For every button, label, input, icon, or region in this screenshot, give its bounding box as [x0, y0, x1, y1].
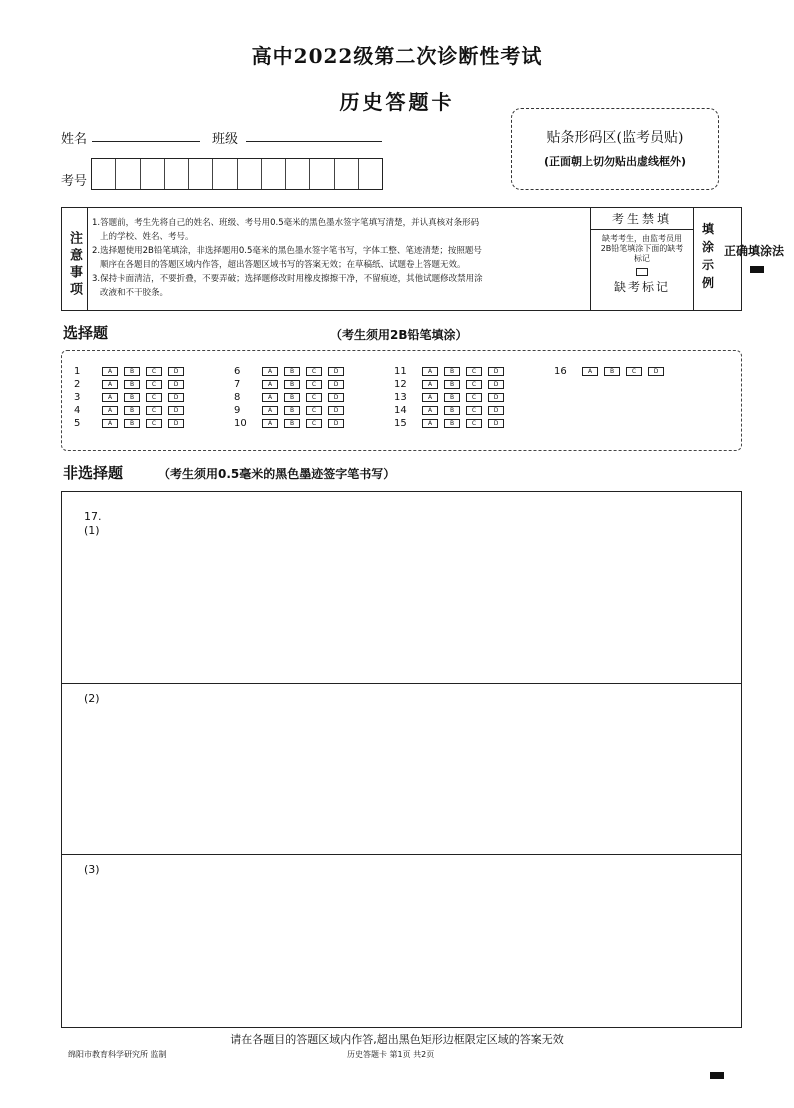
footer-page-info: 历史答题卡 第1页 共2页 — [347, 1050, 435, 1059]
option-bubble[interactable]: B — [124, 380, 140, 389]
option-bubble[interactable]: B — [284, 380, 300, 389]
class-field[interactable] — [246, 126, 382, 142]
option-bubble[interactable]: C — [306, 393, 322, 402]
choice-question — [234, 417, 350, 429]
option-bubble[interactable]: C — [146, 367, 162, 376]
notice-item: 改液和不干胶条。 — [100, 288, 169, 298]
option-bubble[interactable]: A — [422, 393, 438, 402]
forbidden-zone — [590, 208, 694, 310]
class-label: 班级 — [212, 132, 239, 147]
option-bubble[interactable]: B — [124, 406, 140, 415]
exam-id-boxes[interactable] — [91, 158, 383, 190]
notice-item: 2.选择题使用2B铅笔填涂，非选择题用0.5毫米的黑色墨水签字笔书写，字体工整、笔迹清楚；按照题号 — [92, 246, 482, 256]
choice-question — [74, 378, 190, 390]
question-number: 12 — [394, 378, 407, 390]
fill-example-title: 填涂示例 — [701, 222, 714, 290]
option-bubble[interactable]: C — [626, 367, 642, 376]
option-bubble[interactable]: D — [168, 393, 184, 402]
option-bubble[interactable]: C — [306, 380, 322, 389]
choice-question — [234, 404, 350, 416]
forbidden-title: 考生禁填 — [591, 208, 693, 230]
option-bubble[interactable]: A — [262, 367, 278, 376]
option-bubble[interactable]: B — [124, 393, 140, 402]
option-bubble[interactable]: D — [168, 367, 184, 376]
choice-question — [554, 365, 670, 377]
notice-item: 上的学校、姓名、考号。 — [100, 232, 194, 242]
barcode-note: (正面朝上切勿贴出虚线框外) — [543, 155, 687, 168]
question-number: 14 — [394, 404, 407, 416]
option-bubble[interactable]: A — [102, 393, 118, 402]
open-section-title: 非选择题 — [63, 464, 124, 482]
id-label: 考号 — [61, 174, 88, 189]
option-bubble[interactable]: D — [168, 406, 184, 415]
option-bubble[interactable]: C — [466, 380, 482, 389]
option-bubble[interactable]: A — [102, 406, 118, 415]
option-bubble[interactable]: D — [328, 367, 344, 376]
notice-heading: 注意事项 — [62, 208, 88, 310]
question-number: 15 — [394, 417, 407, 429]
choice-question — [234, 391, 350, 403]
option-bubble[interactable]: D — [328, 406, 344, 415]
question-number: 6 — [234, 365, 241, 377]
choice-question — [74, 391, 190, 403]
option-bubble[interactable]: C — [466, 367, 482, 376]
option-bubble[interactable]: C — [146, 406, 162, 415]
absent-label: 缺考标记 — [613, 280, 670, 294]
question-number: 16 — [554, 365, 567, 377]
option-bubble[interactable]: A — [582, 367, 598, 376]
notice-item: 3.保持卡面清洁，不要折叠，不要弄破；选择题修改时用橡皮擦擦干净，不留痕迹，其他试题修改禁用涂 — [92, 274, 483, 284]
option-bubble[interactable]: B — [444, 393, 460, 402]
open-section-note: （考生须用0.5毫米的黑色墨迹签字笔书写） — [158, 467, 396, 481]
answer-part-3[interactable] — [62, 855, 741, 1027]
fill-example — [696, 208, 785, 310]
question-number: 1 — [74, 365, 81, 377]
option-bubble[interactable]: B — [284, 419, 300, 428]
name-field[interactable] — [92, 126, 200, 142]
exam-title: 高中2022级第二次诊断性考试 — [251, 44, 543, 68]
option-bubble[interactable]: A — [262, 393, 278, 402]
option-bubble[interactable]: A — [102, 419, 118, 428]
question-number: 7 — [234, 378, 241, 390]
question-number: 8 — [234, 391, 241, 403]
question-number: 4 — [74, 404, 81, 416]
choice-question — [394, 417, 510, 429]
answer-area — [61, 491, 742, 1028]
option-bubble[interactable]: C — [146, 380, 162, 389]
choice-section-title: 选择题 — [63, 324, 109, 342]
option-bubble[interactable]: C — [306, 419, 322, 428]
choice-question — [394, 378, 510, 390]
option-bubble[interactable]: C — [146, 419, 162, 428]
notice-item: 顺序在各题目的答题区域内作答，超出答题区域书写的答案无效；在草稿纸、试题卷上答题无效。 — [100, 260, 466, 270]
option-bubble[interactable]: D — [488, 380, 504, 389]
option-bubble[interactable]: D — [488, 406, 504, 415]
fill-example-mark — [750, 266, 764, 273]
option-bubble[interactable]: C — [146, 393, 162, 402]
option-bubble[interactable]: D — [648, 367, 664, 376]
option-bubble[interactable]: B — [284, 393, 300, 402]
option-bubble[interactable]: B — [444, 419, 460, 428]
choice-section-note: （考生须用2B铅笔填涂） — [330, 328, 468, 342]
part-label: (1) — [84, 524, 100, 537]
card-title: 历史答题卡 — [339, 90, 455, 114]
option-bubble[interactable]: D — [488, 367, 504, 376]
option-bubble[interactable]: D — [168, 380, 184, 389]
option-bubble[interactable]: B — [124, 367, 140, 376]
name-label: 姓名 — [61, 132, 88, 147]
option-bubble[interactable]: C — [466, 419, 482, 428]
part-label: (2) — [84, 692, 100, 705]
notice-item: 1.答题前，考生先将自己的姓名、班级、考号用0.5毫米的黑色墨水签字笔填写清楚，并认真核对条形码 — [92, 218, 480, 228]
option-bubble[interactable]: A — [262, 406, 278, 415]
choice-question — [394, 404, 510, 416]
option-bubble[interactable]: A — [422, 406, 438, 415]
option-bubble[interactable]: B — [444, 367, 460, 376]
question-number: 10 — [234, 417, 247, 429]
question-number: 13 — [394, 391, 407, 403]
option-bubble[interactable]: B — [124, 419, 140, 428]
option-bubble[interactable]: B — [284, 406, 300, 415]
choice-question — [234, 378, 350, 390]
option-bubble[interactable]: C — [466, 406, 482, 415]
notice-box — [61, 207, 785, 311]
fill-example-label: 正确填涂法 — [724, 244, 785, 258]
footer-warning: 请在各题目的答题区域内作答,超出黑色矩形边框限定区域的答案无效 — [230, 1033, 564, 1046]
choice-question — [74, 365, 190, 377]
choice-question — [394, 365, 510, 377]
option-bubble[interactable]: A — [102, 367, 118, 376]
barcode-area — [511, 108, 719, 190]
option-bubble[interactable]: B — [284, 367, 300, 376]
choice-question — [234, 365, 350, 377]
option-bubble[interactable]: B — [444, 406, 460, 415]
option-bubble[interactable]: A — [422, 367, 438, 376]
option-bubble[interactable]: B — [604, 367, 620, 376]
option-bubble[interactable]: A — [262, 419, 278, 428]
option-bubble[interactable]: A — [422, 419, 438, 428]
question-number: 11 — [394, 365, 407, 377]
absent-checkbox[interactable] — [636, 268, 648, 276]
option-bubble[interactable]: B — [444, 380, 460, 389]
footer-publisher: 绵阳市教育科学研究所 监制 — [68, 1050, 167, 1059]
choice-area — [61, 350, 742, 451]
question-number: 9 — [234, 404, 241, 416]
question-number: 17. — [84, 510, 102, 523]
question-number: 5 — [74, 417, 81, 429]
option-bubble[interactable]: A — [262, 380, 278, 389]
alignment-mark — [710, 1072, 724, 1079]
answer-part-1[interactable] — [62, 492, 741, 684]
option-bubble[interactable]: A — [422, 380, 438, 389]
option-bubble[interactable]: D — [488, 393, 504, 402]
answer-part-2[interactable] — [62, 684, 741, 855]
option-bubble[interactable]: C — [306, 406, 322, 415]
option-bubble[interactable]: C — [306, 367, 322, 376]
option-bubble[interactable]: C — [466, 393, 482, 402]
choice-question — [394, 391, 510, 403]
question-number: 3 — [74, 391, 81, 403]
option-bubble[interactable]: D — [168, 419, 184, 428]
question-number: 2 — [74, 378, 81, 390]
forbidden-text: 缺考考生，由监考员用2B铅笔填涂下面的缺考标记 — [600, 234, 684, 263]
option-bubble[interactable]: A — [102, 380, 118, 389]
option-bubble[interactable]: D — [328, 380, 344, 389]
option-bubble[interactable]: D — [328, 393, 344, 402]
option-bubble[interactable]: D — [328, 419, 344, 428]
choice-question — [74, 404, 190, 416]
part-label: (3) — [84, 863, 100, 876]
choice-question — [74, 417, 190, 429]
notice-items — [92, 216, 588, 300]
option-bubble[interactable]: D — [488, 419, 504, 428]
barcode-title: 贴条形码区(监考员贴) — [546, 130, 684, 146]
